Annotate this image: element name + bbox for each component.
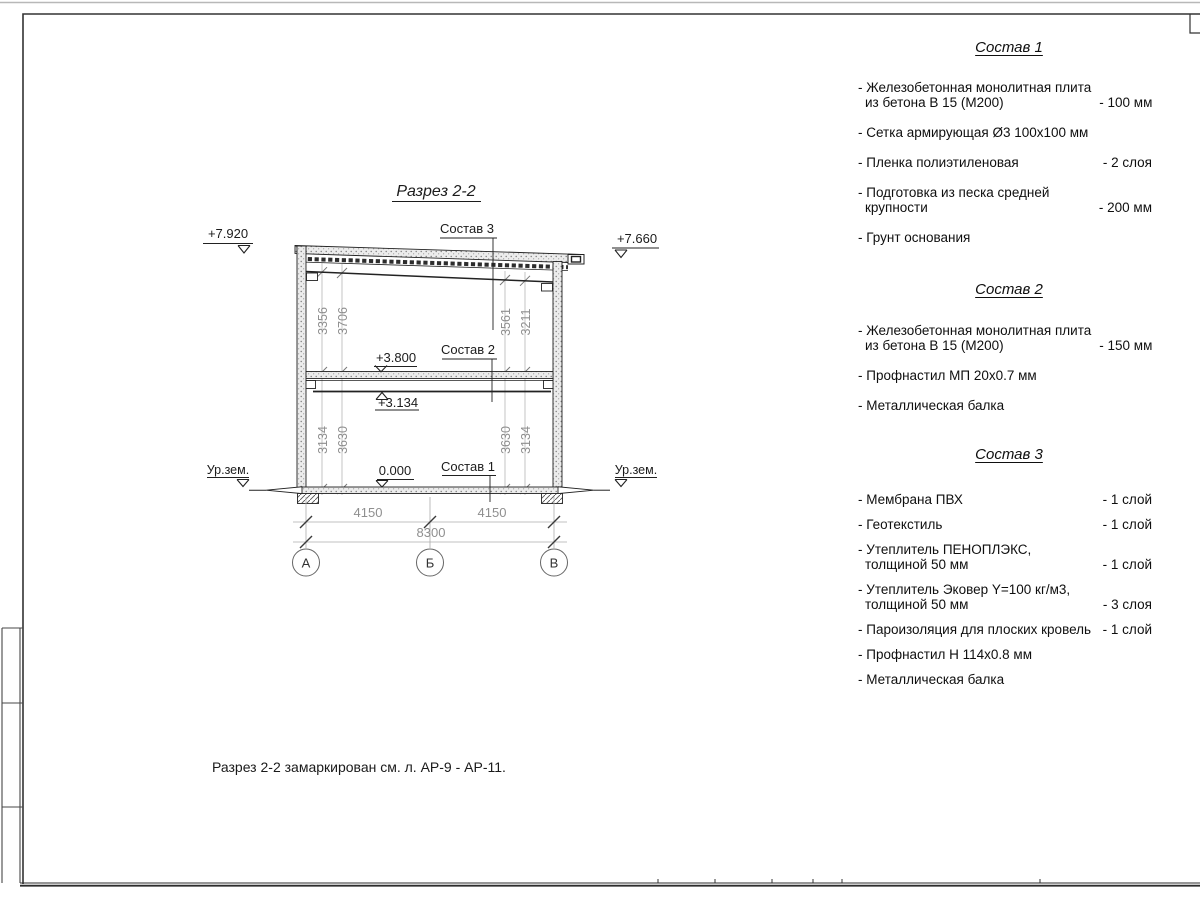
dim-upper-left-outer: 3706 — [336, 307, 350, 335]
item-text: - Металлическая балка — [858, 398, 1005, 413]
item-value: - 1 слой — [1102, 557, 1152, 572]
dim-span-left: 4150 — [353, 505, 383, 520]
ground-level-marks — [207, 463, 657, 487]
item-text: - Геотекстиль — [858, 517, 943, 532]
foundation-left — [298, 494, 319, 504]
list-item — [852, 398, 1152, 413]
filing-margin — [2, 628, 23, 883]
composition-1-list — [852, 39, 1152, 260]
list-item — [852, 492, 1152, 507]
ground-slab — [249, 487, 610, 504]
item-text: - Железобетонная монолитная плита — [858, 323, 1092, 338]
item-value: - 150 мм — [1099, 338, 1153, 353]
list-item — [852, 582, 1152, 612]
axis-label-b: Б — [425, 555, 435, 571]
list-item — [852, 517, 1152, 532]
list-item — [852, 125, 1152, 140]
building-section — [249, 246, 610, 504]
left-wall — [297, 246, 306, 490]
axis-label-v: В — [549, 555, 559, 571]
list-item — [852, 368, 1152, 383]
composition-1-heading: Состав 1 — [975, 39, 1043, 56]
item-text: - Профнастил Н 114x0.8 мм — [858, 647, 1032, 662]
item-value: - 2 слоя — [1102, 155, 1152, 170]
item-text: - Пленка полиэтиленовая — [858, 155, 1019, 170]
ground-label-right: Ур.зем. — [614, 463, 658, 477]
item-text: - Утеплитель ПЕНОПЛЭКС, — [858, 542, 1032, 557]
section-reference-note: Разрез 2-2 замаркирован см. л. АР-9 - АР-11. — [212, 759, 506, 775]
list-item — [852, 230, 1152, 245]
axis-bubbles — [293, 549, 568, 576]
item-text: - Утеплитель Эковер Y=100 кг/м3, — [858, 582, 1071, 597]
item-text: - Железобетонная монолитная плита — [858, 80, 1092, 95]
dim-lower-right-outer: 3134 — [519, 426, 533, 454]
item-text: - Мембрана ПВХ — [858, 492, 963, 507]
list-item — [852, 622, 1152, 637]
item-text: из бетона В 15 (М200) — [865, 338, 1004, 353]
leader-comp2-label: Состав 2 — [441, 342, 495, 357]
composition-3-list — [852, 446, 1152, 697]
item-text: толщиной 50 мм — [865, 557, 969, 572]
dim-lower-left-outer: 3630 — [336, 426, 350, 454]
dim-upper-right-inner: 3561 — [499, 308, 513, 336]
drawing-title: Разрез 2-2 — [396, 183, 476, 200]
elevation-roof-right: +7.660 — [616, 231, 658, 246]
floor-slab — [306, 372, 553, 392]
list-item — [852, 542, 1152, 572]
right-wall — [553, 262, 562, 491]
dim-span-right: 4150 — [477, 505, 507, 520]
list-item — [852, 323, 1152, 353]
composition-2-list — [852, 281, 1152, 428]
title-block-ticks — [658, 879, 1040, 883]
list-item — [852, 80, 1152, 110]
roof-edge-cap — [572, 257, 581, 263]
ground-label-left: Ур.зем. — [206, 463, 250, 477]
item-text: толщиной 50 мм — [865, 597, 969, 612]
item-value: - 200 мм — [1098, 200, 1152, 215]
item-text: из бетона В 15 (М200) — [865, 95, 1004, 110]
item-value: - 1 слой — [1102, 517, 1152, 532]
dim-lower-right-inner: 3630 — [499, 426, 513, 454]
item-value: - 3 слоя — [1102, 597, 1152, 612]
item-text: - Подготовка из песка средней — [858, 185, 1050, 200]
list-item — [852, 155, 1152, 170]
list-item — [852, 672, 1152, 687]
item-text: крупности — [865, 200, 928, 215]
item-text: - Сетка армирующая Ø3 100x100 мм — [858, 125, 1089, 140]
dim-upper-left-inner: 3356 — [316, 307, 330, 335]
item-text: - Профнастил МП 20x0.7 мм — [858, 368, 1037, 383]
elevation-floor2: +3.800 — [375, 350, 417, 365]
list-item — [852, 647, 1152, 662]
item-value: - 1 слой — [1102, 622, 1152, 637]
leader-comp3-label: Состав 3 — [440, 221, 494, 236]
elevation-roof-left: +7.920 — [207, 226, 249, 241]
dim-total: 8300 — [416, 525, 446, 540]
leader-comp1-label: Состав 1 — [441, 459, 495, 474]
dim-lower-left-inner: 3134 — [316, 426, 330, 454]
horizontal-dims — [293, 497, 568, 576]
composition-3-heading: Состав 3 — [975, 446, 1043, 463]
axis-label-a: А — [301, 555, 311, 571]
roof-beam — [306, 272, 553, 283]
elevation-beam: +3.134 — [377, 395, 419, 410]
elevation-marks — [203, 226, 659, 487]
item-text: - Металлическая балка — [858, 672, 1005, 687]
list-item — [852, 185, 1152, 215]
vertical-dim-chains — [316, 263, 533, 495]
dim-upper-right-outer: 3211 — [519, 308, 533, 336]
item-text: - Грунт основания — [858, 230, 971, 245]
item-text: - Пароизоляция для плоских кровель — [858, 622, 1092, 637]
composition-2-heading: Состав 2 — [975, 281, 1043, 298]
foundation-right — [542, 494, 563, 504]
elevation-zero: 0.000 — [378, 463, 412, 478]
item-value: - 100 мм — [1099, 95, 1153, 110]
roof-slab — [295, 246, 584, 292]
item-value: - 1 слой — [1102, 492, 1152, 507]
